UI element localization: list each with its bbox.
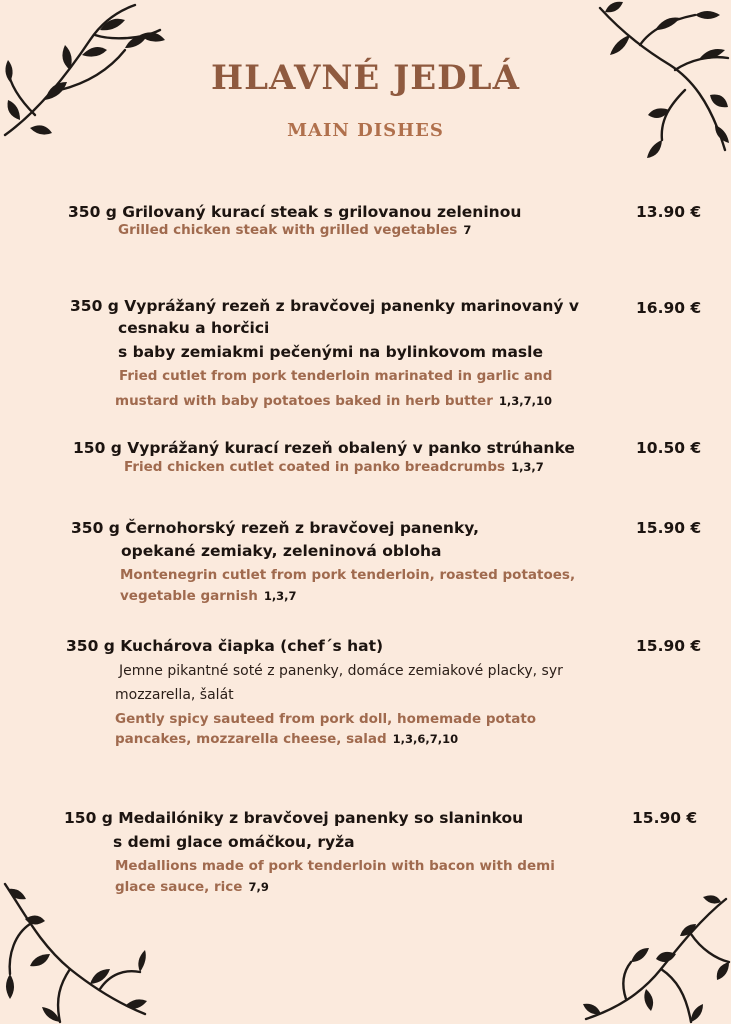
allergens: 1,3,7 [263, 589, 297, 603]
dish-name-line: s demi glace omáčkou, ryža [113, 833, 355, 851]
dish-name: 350 g Kuchárova čiapka (chef´s hat) [66, 637, 384, 655]
dish-name: 150 g Medailóniky z bravčovej panenky so slaninkou [64, 809, 524, 827]
dish-english-description: Fried cutlet from pork tenderloin marinated in garlic and [119, 368, 553, 384]
allergens: 1,3,7,10 [498, 394, 552, 408]
dish-name: 350 g Grilovaný kurací steak s grilovanou zeleninou [68, 203, 522, 221]
allergens: 7 [463, 223, 472, 237]
dish-english-description: Medallions made of pork tenderloin with bacon with demi [115, 858, 555, 874]
allergens: 1,3,6,7,10 [392, 732, 459, 746]
floral-ornament-bottom-left [0, 874, 150, 1024]
allergens: 1,3,7 [511, 460, 544, 474]
page-title: HLAVNÉ JEDLÁ [211, 58, 520, 98]
dish-name-line: opekané zemiaky, zeleninová obloha [121, 542, 442, 560]
dish-price: 16.90 € [636, 299, 702, 317]
dish-english-description: Fried chicken cutlet coated in panko breadcrumbs 1,3,7 [124, 459, 544, 475]
dish-name-line: s baby zemiakmi pečenými na bylinkovom masle [118, 343, 543, 361]
dish-english-description: Gently spicy sauteed from pork doll, homemade potato [115, 711, 537, 727]
dish-name: 350 g Vyprážaný rezeň z bravčovej panenky marinovaný v [70, 297, 579, 315]
floral-ornament-bottom-right [581, 894, 731, 1024]
allergens: 7,9 [248, 880, 269, 894]
dish-price: 15.90 € [636, 637, 702, 655]
dish-slovak-description-line: mozzarella, šalát [115, 687, 234, 703]
dish-name: 150 g Vyprážaný kurací rezeň obalený v panko strúhanke [73, 439, 575, 457]
dish-price: 15.90 € [636, 519, 702, 537]
dish-price: 15.90 € [632, 809, 698, 827]
dish-english-description-line: mustard with baby potatoes baked in herb butter 1,3,7,10 [115, 393, 552, 409]
page-subtitle: MAIN DISHES [287, 120, 444, 141]
dish-english-description-line: pancakes, mozzarella cheese, salad 1,3,6,7,10 [115, 731, 459, 747]
floral-corner-icon [581, 894, 731, 1024]
dish-slovak-description: Jemne pikantné soté z panenky, domáce zemiakové placky, syr [119, 663, 563, 679]
dish-name-line: cesnaku a horčici [118, 319, 270, 337]
dish-english-description-line: vegetable garnish 1,3,7 [120, 588, 297, 604]
dish-price: 10.50 € [636, 439, 702, 457]
dish-price: 13.90 € [636, 203, 702, 221]
dish-english-description: Montenegrin cutlet from pork tenderloin, roasted potatoes, [120, 567, 576, 583]
dish-name: 350 g Černohorský rezeň z bravčovej panenky, [71, 519, 480, 537]
dish-english-description-line: glace sauce, rice 7,9 [115, 879, 269, 895]
dish-english-description: Grilled chicken steak with grilled vegetables 7 [118, 222, 472, 238]
floral-corner-icon [0, 874, 150, 1024]
